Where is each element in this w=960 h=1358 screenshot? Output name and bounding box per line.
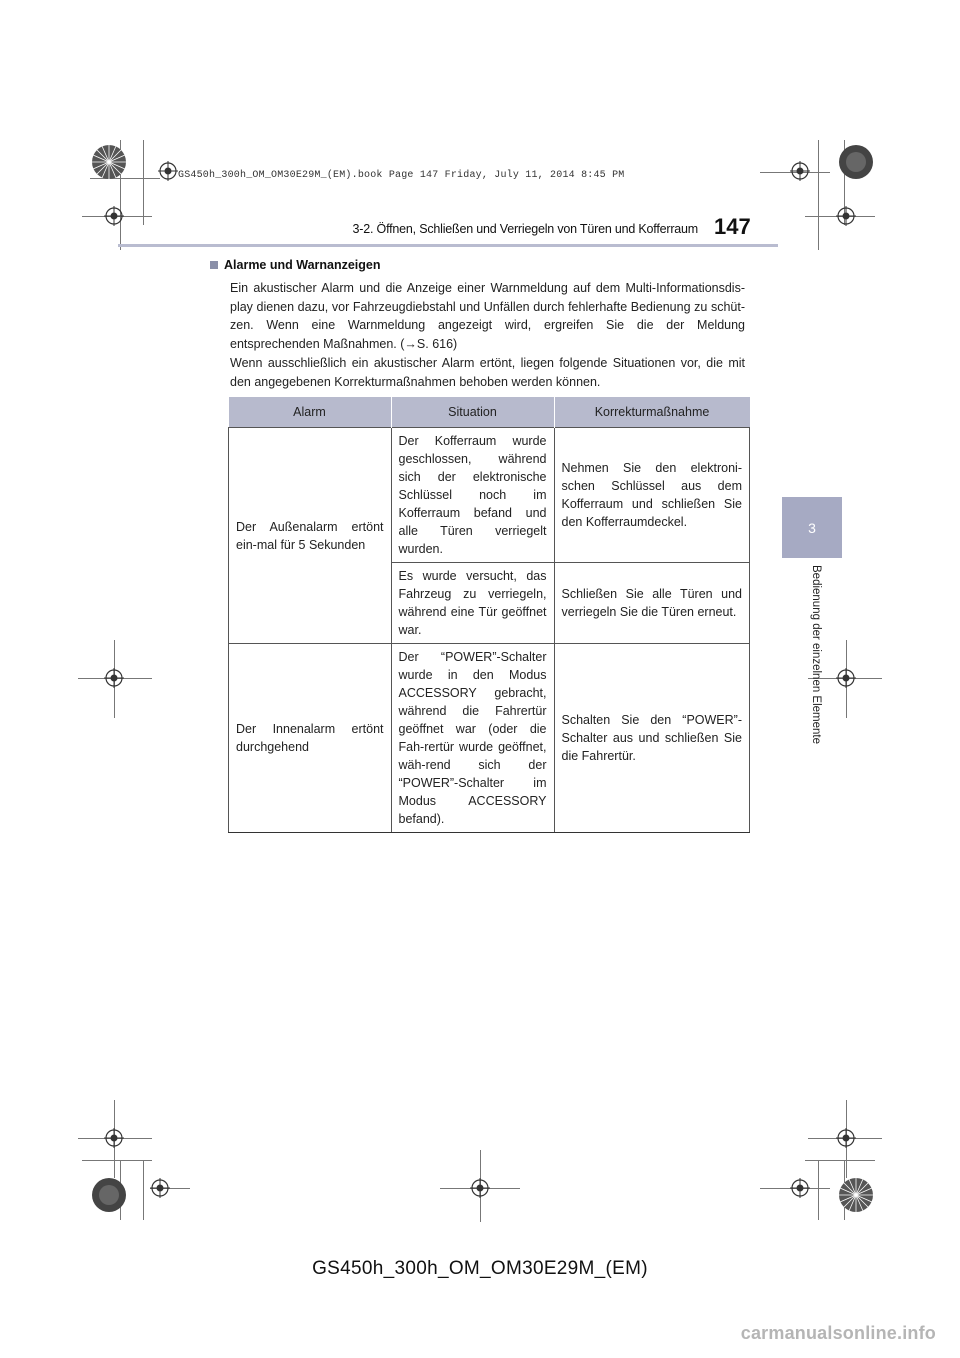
page-number: 147 [714,214,751,239]
registration-target-icon [104,206,124,226]
bullet-square-icon [210,261,218,269]
color-wheel-mark-icon [91,144,127,180]
chapter-tab-label: Bedienung der einzelnen Elemente [810,565,822,745]
chapter-tab [782,497,842,558]
situation-cell: Der “POWER”-Schalter wurde in den Modus ACCESSORY gebracht, während die Fahrertür geöffnet war (oder die Fah-rertür wurde geöffnet, wäh-rend sich der “POWER”-Schalter im Modus ACCESSORY befand). [391,644,554,833]
registration-target-icon [836,668,856,688]
situation-cell: Es wurde versucht, das Fahrzeug zu verriegeln, während eine Tür geöffnet war. [391,563,554,644]
registration-target-icon [104,668,124,688]
color-wheel-mark-icon [838,144,874,180]
alarm-cell: Der Außenalarm ertönt ein-mal für 5 Sekunden [229,428,392,644]
section-heading [210,258,381,272]
table-row [229,428,750,563]
header-alarm: Alarm [229,397,392,428]
section-heading-text: Alarme und Warnanzeigen [224,258,381,272]
registration-target-icon [150,1178,170,1198]
header-action: Korrekturmaßnahme [554,397,750,428]
print-info-line: GS450h_300h_OM_OM30E29M_(EM).book Page 147 Friday, July 11, 2014 8:45 PM [178,170,625,181]
paragraph-intro: Ein akustischer Alarm und die Anzeige einer Warnmeldung auf dem Multi-Informationsdis-play dienen dazu, vor Fahrzeugdiebstahl und Unfällen durch fehlerhafte Bedienung zu schüt-zen. Wenn eine Warnmeldung angezeigt wird, ergreifen Sie die der Meldung entsprechenden Maßnahmen. (→S. 616) [230,281,745,351]
table-header-row [229,397,750,428]
table-row [229,644,750,833]
registration-target-icon [104,1128,124,1148]
action-cell: Nehmen Sie den elektroni-schen Schlüssel aus dem Kofferraum und schließen Sie den Kofferraumdeckel. [554,428,750,563]
paragraph-situations: Wenn ausschließlich ein akustischer Alarm ertönt, liegen folgende Situationen vor, die mit den angegebenen Korrekturmaßnahmen behoben werden können. [230,356,745,389]
alarm-table [228,397,750,833]
document-code: GS450h_300h_OM_OM30E29M_(EM) [312,1258,648,1279]
situation-cell: Der Kofferraum wurde geschlossen, während sich der elektronische Schlüssel noch im Kofferraum befand und alle Türen verriegelt wurden. [391,428,554,563]
registration-target-icon [836,1128,856,1148]
registration-target-icon [836,206,856,226]
registration-target-icon [790,1178,810,1198]
chapter-title: 3-2. Öffnen, Schließen und Verriegeln von Türen und Kofferraum [352,222,698,236]
action-cell: Schalten Sie den “POWER”-Schalter aus und schließen Sie die Fahrertür. [554,644,750,833]
header-situation: Situation [391,397,554,428]
color-wheel-mark-icon [838,1177,874,1213]
site-watermark: carmanualsonline.info [740,1323,936,1343]
action-cell: Schließen Sie alle Türen und verriegeln Sie die Türen erneut. [554,563,750,644]
alarm-cell: Der Innenalarm ertönt durchgehend [229,644,392,833]
color-wheel-mark-icon [91,1177,127,1213]
chapter-tab-number: 3 [808,519,816,536]
registration-target-icon [158,161,178,181]
registration-target-icon [470,1178,490,1198]
registration-target-icon [790,161,810,181]
header-rule [118,244,778,247]
